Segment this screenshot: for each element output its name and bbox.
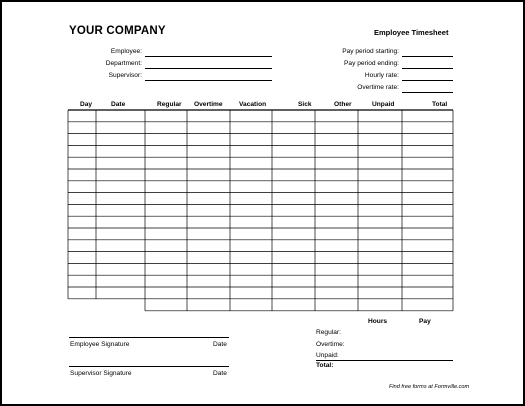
company-name: YOUR COMPANY <box>69 25 166 37</box>
col-header-date: Date <box>111 101 126 108</box>
employee-signature-line[interactable] <box>69 337 229 338</box>
summary-unpaid-label: Unpaid: <box>316 352 339 359</box>
hourly-rate-label: Hourly rate: <box>364 72 399 79</box>
pay-period-ending-label: Pay period ending: <box>344 60 399 67</box>
supervisor-signature-label: Supervisor Signature <box>70 370 132 377</box>
col-header-unpaid: Unpaid <box>372 101 395 108</box>
col-header-other: Other <box>334 101 352 108</box>
summary-divider <box>316 360 453 361</box>
supervisor-signature-date-label: Date <box>213 370 227 377</box>
supervisor-label: Supervisor: <box>108 72 142 79</box>
pay-period-starting-label: Pay period starting: <box>342 48 399 55</box>
col-header-day: Day <box>80 101 93 108</box>
col-header-overtime: Overtime <box>194 101 223 108</box>
form-title: Employee Timesheet <box>374 28 449 37</box>
supervisor-signature-line[interactable] <box>69 366 229 367</box>
overtime-rate-label: Overtime rate: <box>357 84 399 91</box>
col-header-sick: Sick <box>298 101 312 108</box>
summary-hours-header: Hours <box>368 318 388 325</box>
col-header-regular: Regular <box>157 101 182 108</box>
department-label: Department: <box>105 60 142 67</box>
summary-overtime-label: Overtime: <box>316 341 345 348</box>
employee-label: Employee: <box>110 48 142 55</box>
summary-total-label: Total: <box>316 362 334 369</box>
employee-signature-label: Employee Signature <box>70 341 130 348</box>
summary-pay-header: Pay <box>419 318 431 325</box>
footer-note: Find free forms at Formville.com <box>389 384 470 390</box>
employee-signature-date-label: Date <box>213 341 227 348</box>
col-header-total: Total <box>432 101 448 108</box>
col-header-vacation: Vacation <box>239 101 267 108</box>
summary-regular-label: Regular: <box>316 329 341 336</box>
